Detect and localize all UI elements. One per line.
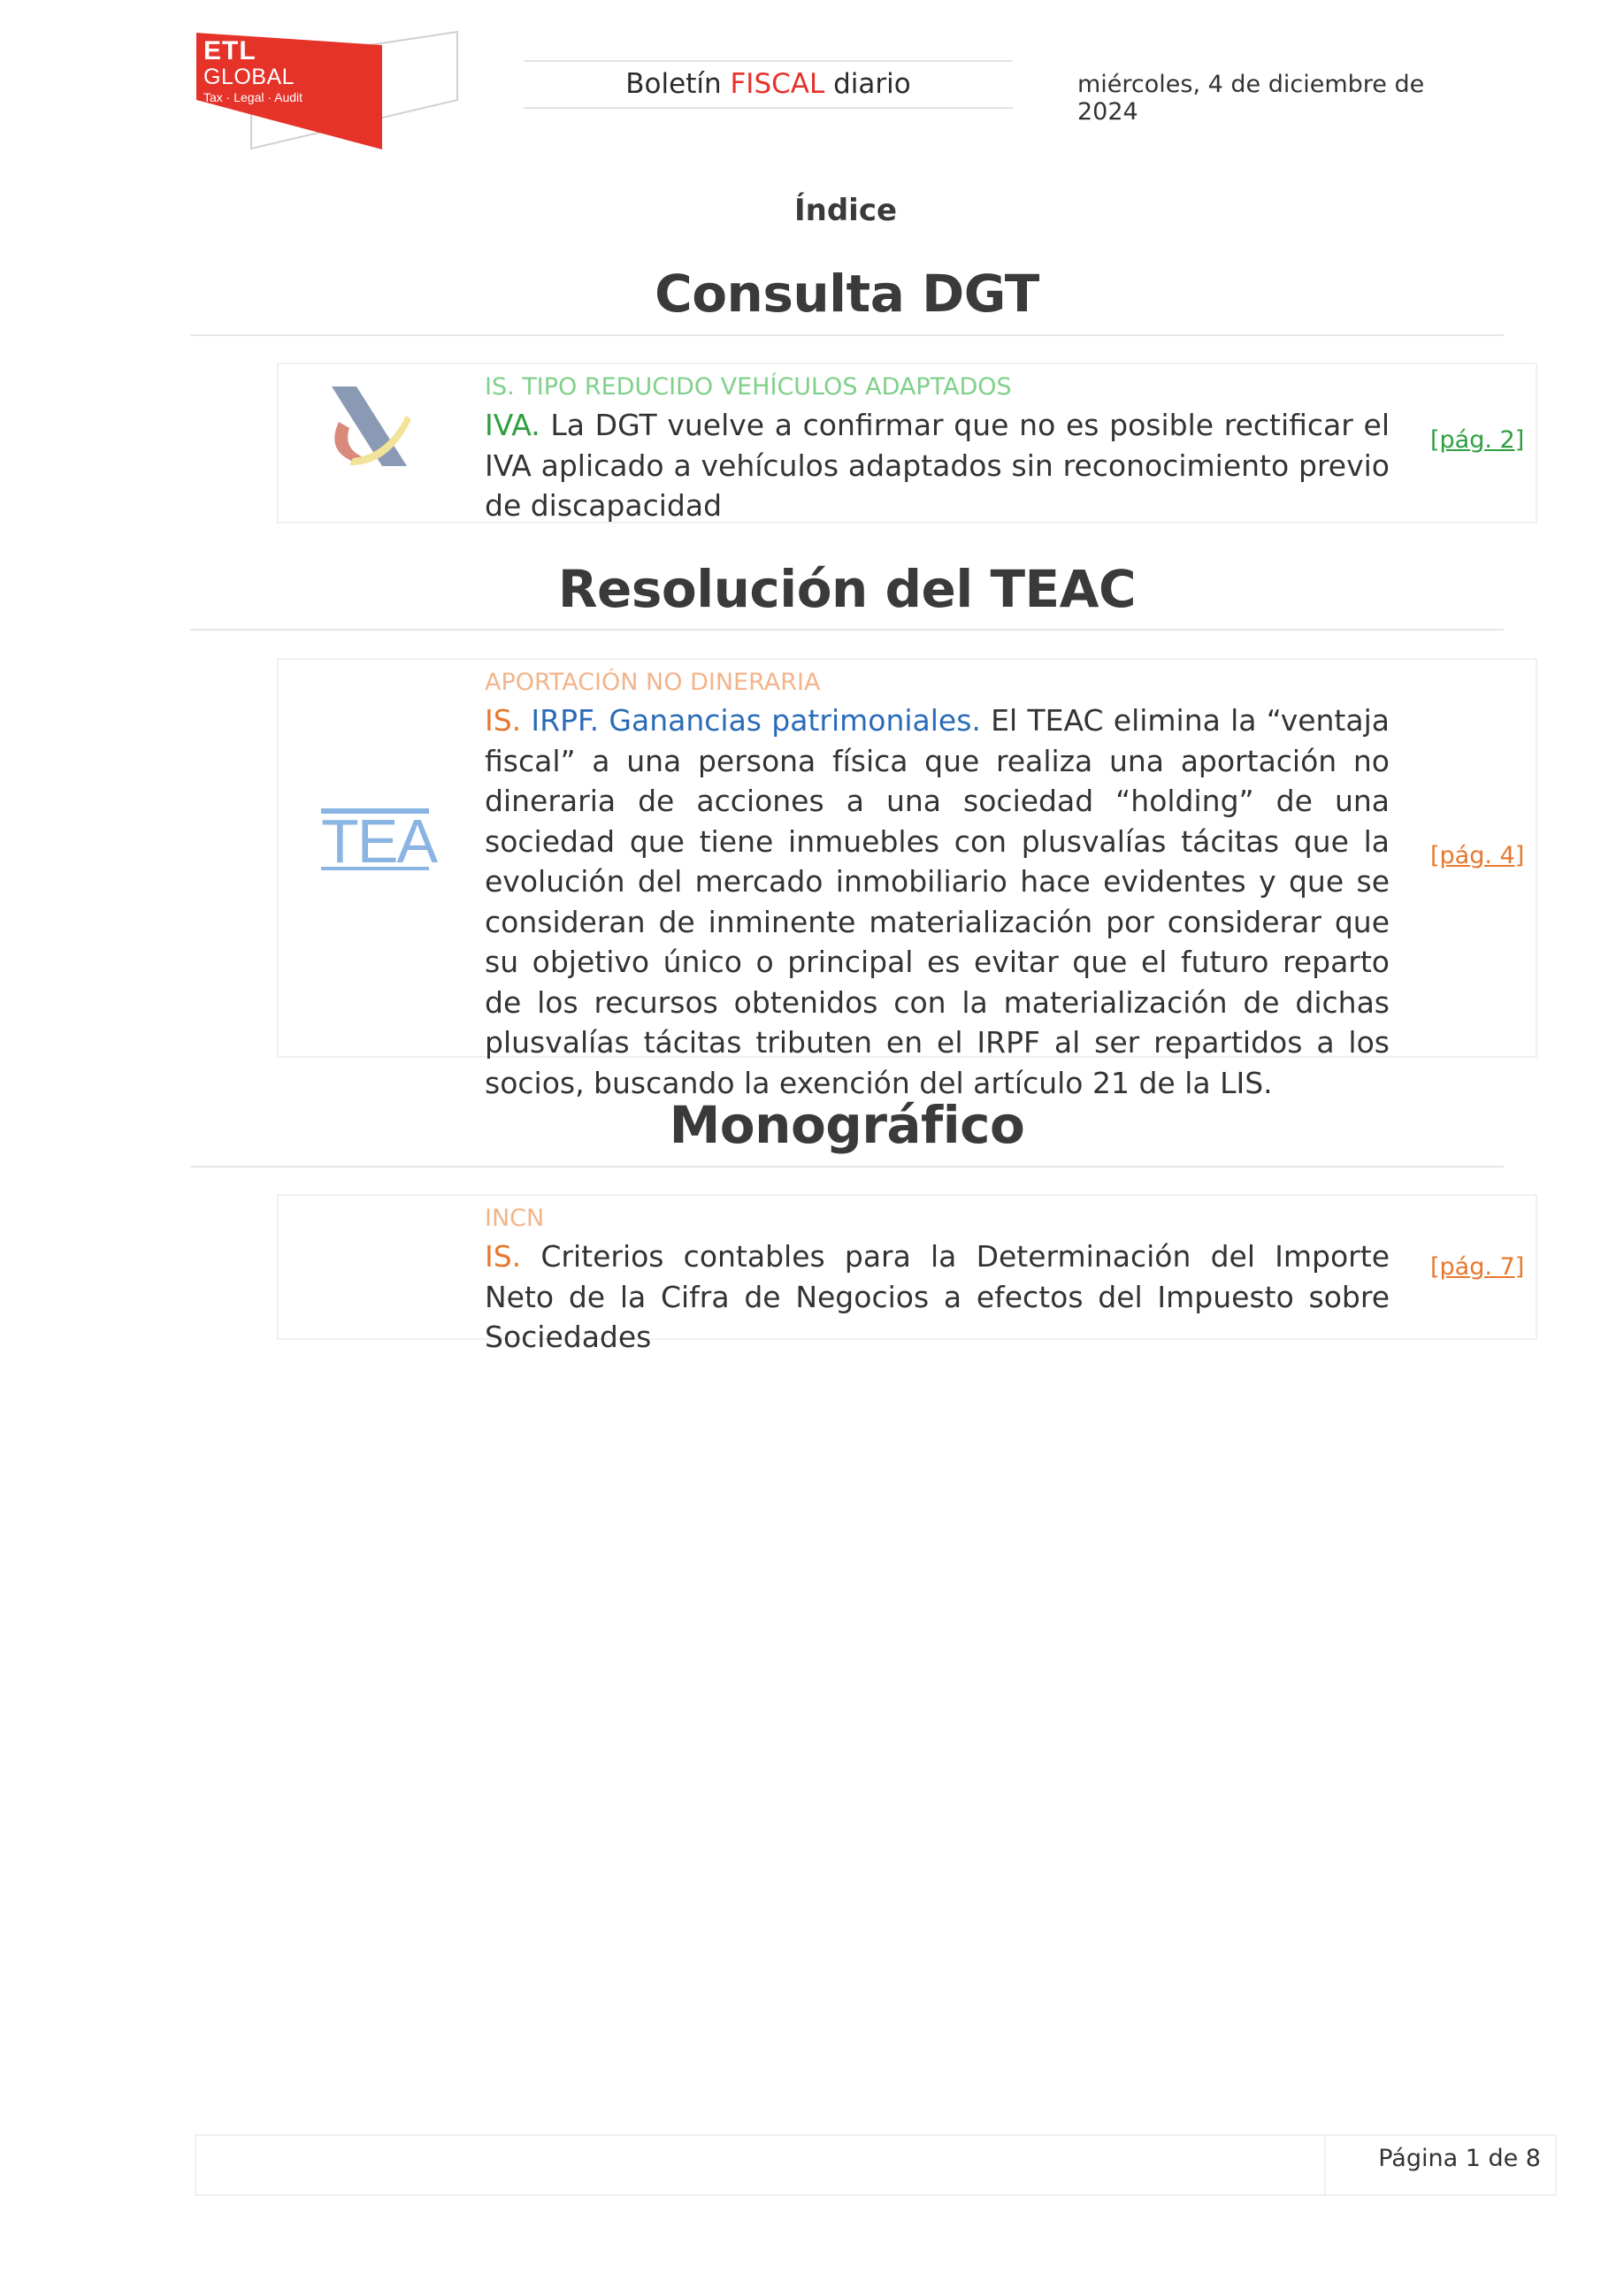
etl-global-logo	[196, 29, 462, 153]
bulletin-date: miércoles, 4 de diciembre de 2024	[1077, 71, 1425, 126]
entry-category: INCN	[485, 1205, 545, 1232]
entry-tag-irpf: IRPF. Ganancias patrimoniales.	[521, 703, 981, 738]
teac-logo-text: TEA	[321, 807, 437, 876]
teac-logo-icon	[321, 807, 437, 881]
page-number: Página 1 de 8	[1378, 2145, 1541, 2172]
bulletin-title	[524, 60, 1013, 109]
section-divider	[190, 334, 1504, 336]
entry-description	[485, 700, 1390, 1103]
footer-divider	[1324, 2136, 1326, 2194]
page-link-4[interactable]: [pág. 4]	[1430, 842, 1525, 869]
section-divider	[190, 1166, 1504, 1167]
index-entry-dgt	[277, 363, 1537, 524]
entry-text: El TEAC elimina la “ventaja fiscal” a una persona física que realiza una aportación no dineraria de acciones a una sociedad “holding” de una sociedad que tiene inmuebles con plusvalías tácitas que la evolución del mercado inmobiliario hace evidentes y que se consideran de inminente materialización por considerar que su objetivo único o principal es evitar que el futuro reparto de los recursos obtenidos con la materialización de dichas plusvalías tácitas tributen en el IRPF al ser repartidos a los socios, buscando la exención del artículo 21 de la LIS.	[485, 703, 1390, 1100]
index-title: Índice	[793, 193, 898, 228]
logo-tagline: Tax · Legal · Audit	[203, 90, 303, 104]
entry-text: Criterios contables para la Determinación del Importe Neto de la Cifra de Negocios a efectos del Impuesto sobre Sociedades	[485, 1239, 1390, 1354]
page-link-7[interactable]: [pág. 7]	[1430, 1253, 1525, 1281]
index-entry-monografico	[277, 1194, 1537, 1354]
section-title-consulta-dgt: Consulta DGT	[655, 264, 1039, 324]
entry-category: APORTACIÓN NO DINERARIA	[485, 669, 821, 696]
logo-global-text: GLOBAL	[203, 65, 295, 89]
bulletin-fiscal: FISCAL	[730, 68, 825, 100]
entry-tag-is: IS.	[485, 703, 522, 738]
bulletin-prefix: Boletín	[625, 68, 731, 100]
entry-description	[485, 1236, 1390, 1358]
entry-category: IS. TIPO REDUCIDO VEHÍCULOS ADAPTADOS	[485, 373, 1012, 401]
entry-tag-iva: IVA.	[485, 408, 540, 442]
page-link-2[interactable]: [pág. 2]	[1430, 426, 1525, 454]
page-footer	[195, 2134, 1557, 2196]
index-entry-teac	[277, 658, 1537, 1100]
entry-description	[485, 405, 1390, 526]
section-title-teac: Resolución del TEAC	[557, 559, 1137, 619]
section-divider	[190, 629, 1504, 631]
entry-tag-is: IS.	[485, 1239, 522, 1274]
entry-text: La DGT vuelve a confirmar que no es posible rectificar el IVA aplicado a vehículos adaptados sin reconocimiento previo de discapacidad	[485, 408, 1390, 523]
bulletin-suffix: diario	[824, 68, 911, 100]
section-title-monografico: Monográfico	[669, 1095, 1025, 1155]
logo-etl-text: ETL	[203, 36, 257, 65]
aeat-logo-icon	[323, 382, 416, 478]
